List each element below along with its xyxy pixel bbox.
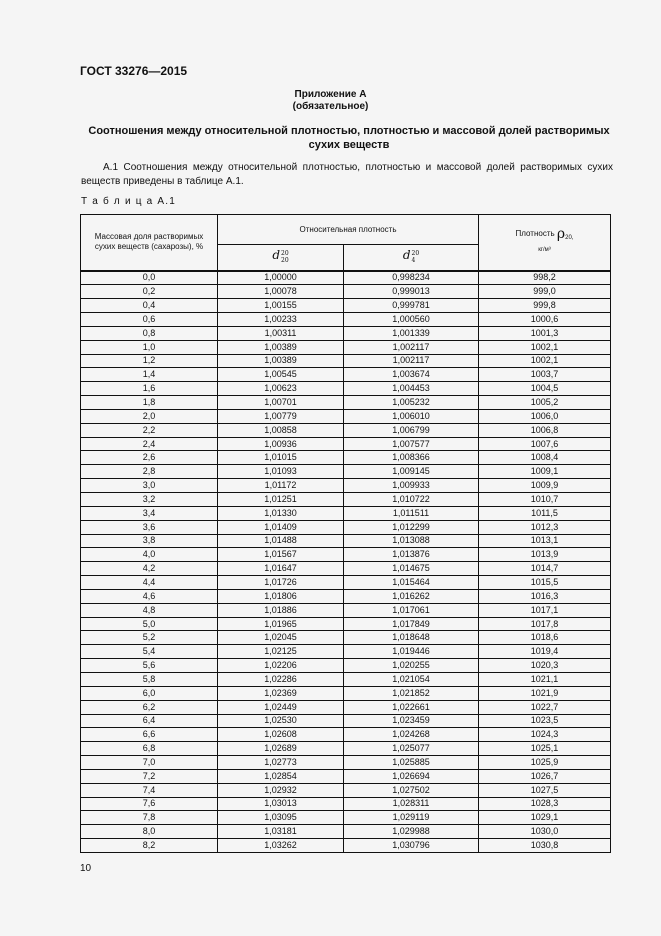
density-cell: 1021,1: [479, 672, 611, 686]
d20-4-cell: 0,999013: [344, 285, 479, 299]
mass-fraction-header: Массовая доля растворимых сухих веществ (сахарозы), %: [81, 215, 218, 271]
density-cell: 1006,8: [479, 423, 611, 437]
table-row: [81, 285, 611, 299]
d20-20-cell: 1,00389: [218, 340, 344, 354]
table-row: [81, 811, 611, 825]
d20-20-cell: 1,01330: [218, 506, 344, 520]
table-row: [81, 659, 611, 673]
mass-fraction-cell: 0,8: [81, 326, 218, 340]
mass-fraction-cell: 2,8: [81, 465, 218, 479]
d20-4-cell: 1,006799: [344, 423, 479, 437]
intro-paragraph: А.1 Соотношения между относительной плотностью, плотностью и массовой долей растворимых сухих веществ приведены в таблице А.1.: [81, 162, 613, 187]
density-cell: 1001,3: [479, 326, 611, 340]
d20-4-sup: 20: [411, 250, 420, 258]
mass-fraction-cell: 2,4: [81, 437, 218, 451]
d20-4-cell: 1,020255: [344, 659, 479, 673]
d20-4-cell: 1,002117: [344, 354, 479, 368]
mass-fraction-cell: 8,0: [81, 825, 218, 839]
d20-20-sub: 20: [281, 257, 289, 265]
density-cell: 1024,3: [479, 728, 611, 742]
d20-20-header: [218, 245, 344, 271]
appendix-subtitle: (обязательное): [292, 101, 369, 112]
density-cell: 1010,7: [479, 493, 611, 507]
table-row: [81, 520, 611, 534]
mass-fraction-cell: 7,4: [81, 783, 218, 797]
density-cell: 1017,1: [479, 603, 611, 617]
mass-fraction-cell: 0,4: [81, 299, 218, 313]
mass-fraction-cell: 5,4: [81, 645, 218, 659]
table-row: [81, 576, 611, 590]
table-row: [81, 714, 611, 728]
density-cell: 1008,4: [479, 451, 611, 465]
density-cell: 1011,5: [479, 506, 611, 520]
d20-20-cell: 1,01015: [218, 451, 344, 465]
d20-20-cell: 1,03095: [218, 811, 344, 825]
d20-20-symbol: d: [272, 248, 281, 263]
density-cell: 1013,9: [479, 548, 611, 562]
table-row: [81, 686, 611, 700]
mass-fraction-cell: 1,8: [81, 396, 218, 410]
mass-fraction-cell: 4,4: [81, 576, 218, 590]
d20-4-cell: 1,024268: [344, 728, 479, 742]
mass-fraction-cell: 7,8: [81, 811, 218, 825]
mass-fraction-cell: 4,6: [81, 589, 218, 603]
page-number: 10: [80, 863, 92, 874]
table-row: [81, 423, 611, 437]
table-caption: Т а б л и ц а А.1: [81, 196, 176, 207]
d20-4-cell: 1,026694: [344, 769, 479, 783]
table-row: [81, 396, 611, 410]
mass-fraction-cell: 1,2: [81, 354, 218, 368]
table-row: [81, 769, 611, 783]
mass-fraction-cell: 6,8: [81, 742, 218, 756]
density-cell: 1012,3: [479, 520, 611, 534]
mass-fraction-cell: 1,6: [81, 382, 218, 396]
mass-fraction-cell: 3,6: [81, 520, 218, 534]
d20-4-cell: 1,013876: [344, 548, 479, 562]
mass-fraction-cell: 6,2: [81, 700, 218, 714]
mass-fraction-cell: 2,6: [81, 451, 218, 465]
d20-4-cell: 1,012299: [344, 520, 479, 534]
density-separator: ,: [571, 235, 574, 242]
density-cell: 1018,6: [479, 631, 611, 645]
d20-4-cell: 1,027502: [344, 783, 479, 797]
d20-20-cell: 1,01172: [218, 479, 344, 493]
d20-4-cell: 1,025885: [344, 756, 479, 770]
d20-4-cell: 1,017061: [344, 603, 479, 617]
table-row: [81, 742, 611, 756]
mass-fraction-cell: 7,0: [81, 756, 218, 770]
d20-4-symbol: d: [402, 248, 411, 263]
relative-density-header: Относительная плотность: [218, 215, 479, 245]
density-cell: 1003,7: [479, 368, 611, 382]
mass-fraction-cell: 6,4: [81, 714, 218, 728]
d20-20-cell: 1,00858: [218, 423, 344, 437]
d20-20-cell: 1,01726: [218, 576, 344, 590]
table-row: [81, 589, 611, 603]
mass-fraction-cell: 0,0: [81, 271, 218, 285]
mass-fraction-cell: 6,6: [81, 728, 218, 742]
d20-4-cell: 1,016262: [344, 589, 479, 603]
standard-number: ГОСТ 33276—2015: [80, 64, 188, 78]
mass-fraction-cell: 4,8: [81, 603, 218, 617]
table-row: [81, 326, 611, 340]
table-row: [81, 437, 611, 451]
table-row: [81, 756, 611, 770]
d20-4-cell: 1,002117: [344, 340, 479, 354]
d20-20-cell: 1,00779: [218, 409, 344, 423]
table-row: [81, 603, 611, 617]
appendix-title: Приложение А: [294, 89, 367, 100]
d20-20-cell: 1,03181: [218, 825, 344, 839]
mass-fraction-cell: 7,2: [81, 769, 218, 783]
d20-20-sup: 20: [281, 250, 289, 258]
table-row: [81, 839, 611, 853]
d20-20-cell: 1,03013: [218, 797, 344, 811]
density-cell: 1016,3: [479, 589, 611, 603]
d20-4-cell: 1,019446: [344, 645, 479, 659]
d20-4-cell: 1,013088: [344, 534, 479, 548]
d20-4-cell: 1,029119: [344, 811, 479, 825]
density-label: Плотность: [515, 229, 555, 239]
mass-fraction-cell: 4,0: [81, 548, 218, 562]
d20-20-cell: 1,01093: [218, 465, 344, 479]
density-cell: 1013,1: [479, 534, 611, 548]
mass-fraction-cell: 1,0: [81, 340, 218, 354]
table-row: [81, 271, 611, 285]
density-cell: 1025,9: [479, 756, 611, 770]
mass-fraction-cell: 5,2: [81, 631, 218, 645]
table-row: [81, 493, 611, 507]
density-table: [80, 214, 611, 853]
d20-20-cell: 1,00936: [218, 437, 344, 451]
d20-20-cell: 1,02286: [218, 672, 344, 686]
density-cell: 1017,8: [479, 617, 611, 631]
mass-fraction-cell: 4,2: [81, 562, 218, 576]
d20-20-cell: 1,01647: [218, 562, 344, 576]
d20-20-cell: 1,01409: [218, 520, 344, 534]
d20-4-cell: 1,028311: [344, 797, 479, 811]
d20-4-cell: 1,003674: [344, 368, 479, 382]
density-cell: 1030,8: [479, 839, 611, 853]
table-row: [81, 631, 611, 645]
d20-20-cell: 1,00311: [218, 326, 344, 340]
density-cell: 1009,9: [479, 479, 611, 493]
d20-20-cell: 1,02369: [218, 686, 344, 700]
table-row: [81, 672, 611, 686]
density-cell: 1021,9: [479, 686, 611, 700]
d20-20-cell: 1,00545: [218, 368, 344, 382]
density-cell: 1009,1: [479, 465, 611, 479]
density-cell: 1022,7: [479, 700, 611, 714]
d20-20-cell: 1,02530: [218, 714, 344, 728]
mass-fraction-cell: 5,8: [81, 672, 218, 686]
d20-20-cell: 1,00389: [218, 354, 344, 368]
d20-4-cell: 0,998234: [344, 271, 479, 285]
table-body: [81, 271, 611, 853]
table-row: [81, 382, 611, 396]
density-symbol: ρ: [556, 226, 566, 243]
density-cell: 1027,5: [479, 783, 611, 797]
d20-20-cell: 1,02854: [218, 769, 344, 783]
d20-4-cell: 1,009145: [344, 465, 479, 479]
d20-20-cell: 1,00155: [218, 299, 344, 313]
mass-fraction-cell: 5,0: [81, 617, 218, 631]
d20-20-cell: 1,02773: [218, 756, 344, 770]
mass-fraction-cell: 6,0: [81, 686, 218, 700]
d20-4-cell: 1,015464: [344, 576, 479, 590]
d20-4-cell: 1,014675: [344, 562, 479, 576]
density-cell: 999,0: [479, 285, 611, 299]
table-row: [81, 617, 611, 631]
density-cell: 1020,3: [479, 659, 611, 673]
density-header: [479, 215, 611, 271]
d20-4-cell: 1,007577: [344, 437, 479, 451]
table-row: [81, 409, 611, 423]
d20-4-cell: 1,008366: [344, 451, 479, 465]
density-cell: 1002,1: [479, 340, 611, 354]
d20-4-cell: 1,010722: [344, 493, 479, 507]
mass-fraction-cell: 8,2: [81, 839, 218, 853]
section-heading: Соотношения между относительной плотностью, плотностью и массовой долей растворимых сухих веществ: [88, 125, 610, 151]
d20-4-cell: 0,999781: [344, 299, 479, 313]
d20-4-cell: 1,022661: [344, 700, 479, 714]
d20-4-header: [344, 245, 479, 271]
mass-fraction-cell: 3,2: [81, 493, 218, 507]
d20-20-cell: 1,01886: [218, 603, 344, 617]
table-row: [81, 479, 611, 493]
d20-4-cell: 1,005232: [344, 396, 479, 410]
d20-4-cell: 1,000560: [344, 313, 479, 327]
density-cell: 998,2: [479, 271, 611, 285]
mass-fraction-cell: 0,2: [81, 285, 218, 299]
d20-4-cell: 1,029988: [344, 825, 479, 839]
density-cell: 1028,3: [479, 797, 611, 811]
density-cell: 1023,5: [479, 714, 611, 728]
d20-4-cell: 1,018648: [344, 631, 479, 645]
d20-4-cell: 1,023459: [344, 714, 479, 728]
d20-4-cell: 1,004453: [344, 382, 479, 396]
d20-20-cell: 1,02608: [218, 728, 344, 742]
d20-4-cell: 1,011511: [344, 506, 479, 520]
table-row: [81, 534, 611, 548]
mass-fraction-cell: 7,6: [81, 797, 218, 811]
table-row: [81, 700, 611, 714]
density-cell: 1000,6: [479, 313, 611, 327]
mass-fraction-cell: 0,6: [81, 313, 218, 327]
density-subscript: 20: [565, 235, 572, 242]
density-cell: 1005,2: [479, 396, 611, 410]
table-row: [81, 354, 611, 368]
table-row: [81, 299, 611, 313]
d20-20-cell: 1,01488: [218, 534, 344, 548]
d20-4-cell: 1,009933: [344, 479, 479, 493]
d20-4-cell: 1,017849: [344, 617, 479, 631]
density-cell: 1026,7: [479, 769, 611, 783]
mass-fraction-cell: 3,4: [81, 506, 218, 520]
d20-20-cell: 1,00623: [218, 382, 344, 396]
table-row: [81, 562, 611, 576]
table-row: [81, 825, 611, 839]
table-row: [81, 313, 611, 327]
d20-20-cell: 1,02045: [218, 631, 344, 645]
d20-20-cell: 1,02125: [218, 645, 344, 659]
density-cell: 1025,1: [479, 742, 611, 756]
d20-4-cell: 1,025077: [344, 742, 479, 756]
d20-20-cell: 1,01965: [218, 617, 344, 631]
d20-20-cell: 1,02689: [218, 742, 344, 756]
mass-fraction-cell: 2,0: [81, 409, 218, 423]
table-row: [81, 548, 611, 562]
d20-4-cell: 1,006010: [344, 409, 479, 423]
table-row: [81, 340, 611, 354]
density-cell: 1004,5: [479, 382, 611, 396]
d20-20-cell: 1,00233: [218, 313, 344, 327]
density-cell: 1015,5: [479, 576, 611, 590]
d20-4-cell: 1,021852: [344, 686, 479, 700]
d20-20-cell: 1,00701: [218, 396, 344, 410]
mass-fraction-cell: 1,4: [81, 368, 218, 382]
mass-fraction-cell: 5,6: [81, 659, 218, 673]
d20-20-cell: 1,02206: [218, 659, 344, 673]
d20-20-cell: 1,01251: [218, 493, 344, 507]
d20-4-cell: 1,021054: [344, 672, 479, 686]
density-cell: 1002,1: [479, 354, 611, 368]
table-row: [81, 797, 611, 811]
mass-fraction-cell: 2,2: [81, 423, 218, 437]
table-row: [81, 783, 611, 797]
d20-20-cell: 1,01806: [218, 589, 344, 603]
table-row: [81, 645, 611, 659]
mass-fraction-cell: 3,8: [81, 534, 218, 548]
density-cell: 999,8: [479, 299, 611, 313]
table-row: [81, 728, 611, 742]
density-cell: 1030,0: [479, 825, 611, 839]
d20-4-cell: 1,030796: [344, 839, 479, 853]
d20-4-cell: 1,001339: [344, 326, 479, 340]
d20-20-cell: 1,03262: [218, 839, 344, 853]
table-row: [81, 451, 611, 465]
d20-20-cell: 1,01567: [218, 548, 344, 562]
density-cell: 1014,7: [479, 562, 611, 576]
table-row: [81, 368, 611, 382]
d20-4-sub: 4: [411, 257, 416, 265]
table-row: [81, 506, 611, 520]
density-cell: 1007,6: [479, 437, 611, 451]
mass-fraction-cell: 3,0: [81, 479, 218, 493]
density-unit: кг/м³: [538, 247, 551, 254]
density-cell: 1029,1: [479, 811, 611, 825]
table-row: [81, 465, 611, 479]
density-cell: 1006,0: [479, 409, 611, 423]
d20-20-cell: 1,02932: [218, 783, 344, 797]
d20-20-cell: 1,00000: [218, 271, 344, 285]
density-cell: 1019,4: [479, 645, 611, 659]
d20-20-cell: 1,02449: [218, 700, 344, 714]
d20-20-cell: 1,00078: [218, 285, 344, 299]
